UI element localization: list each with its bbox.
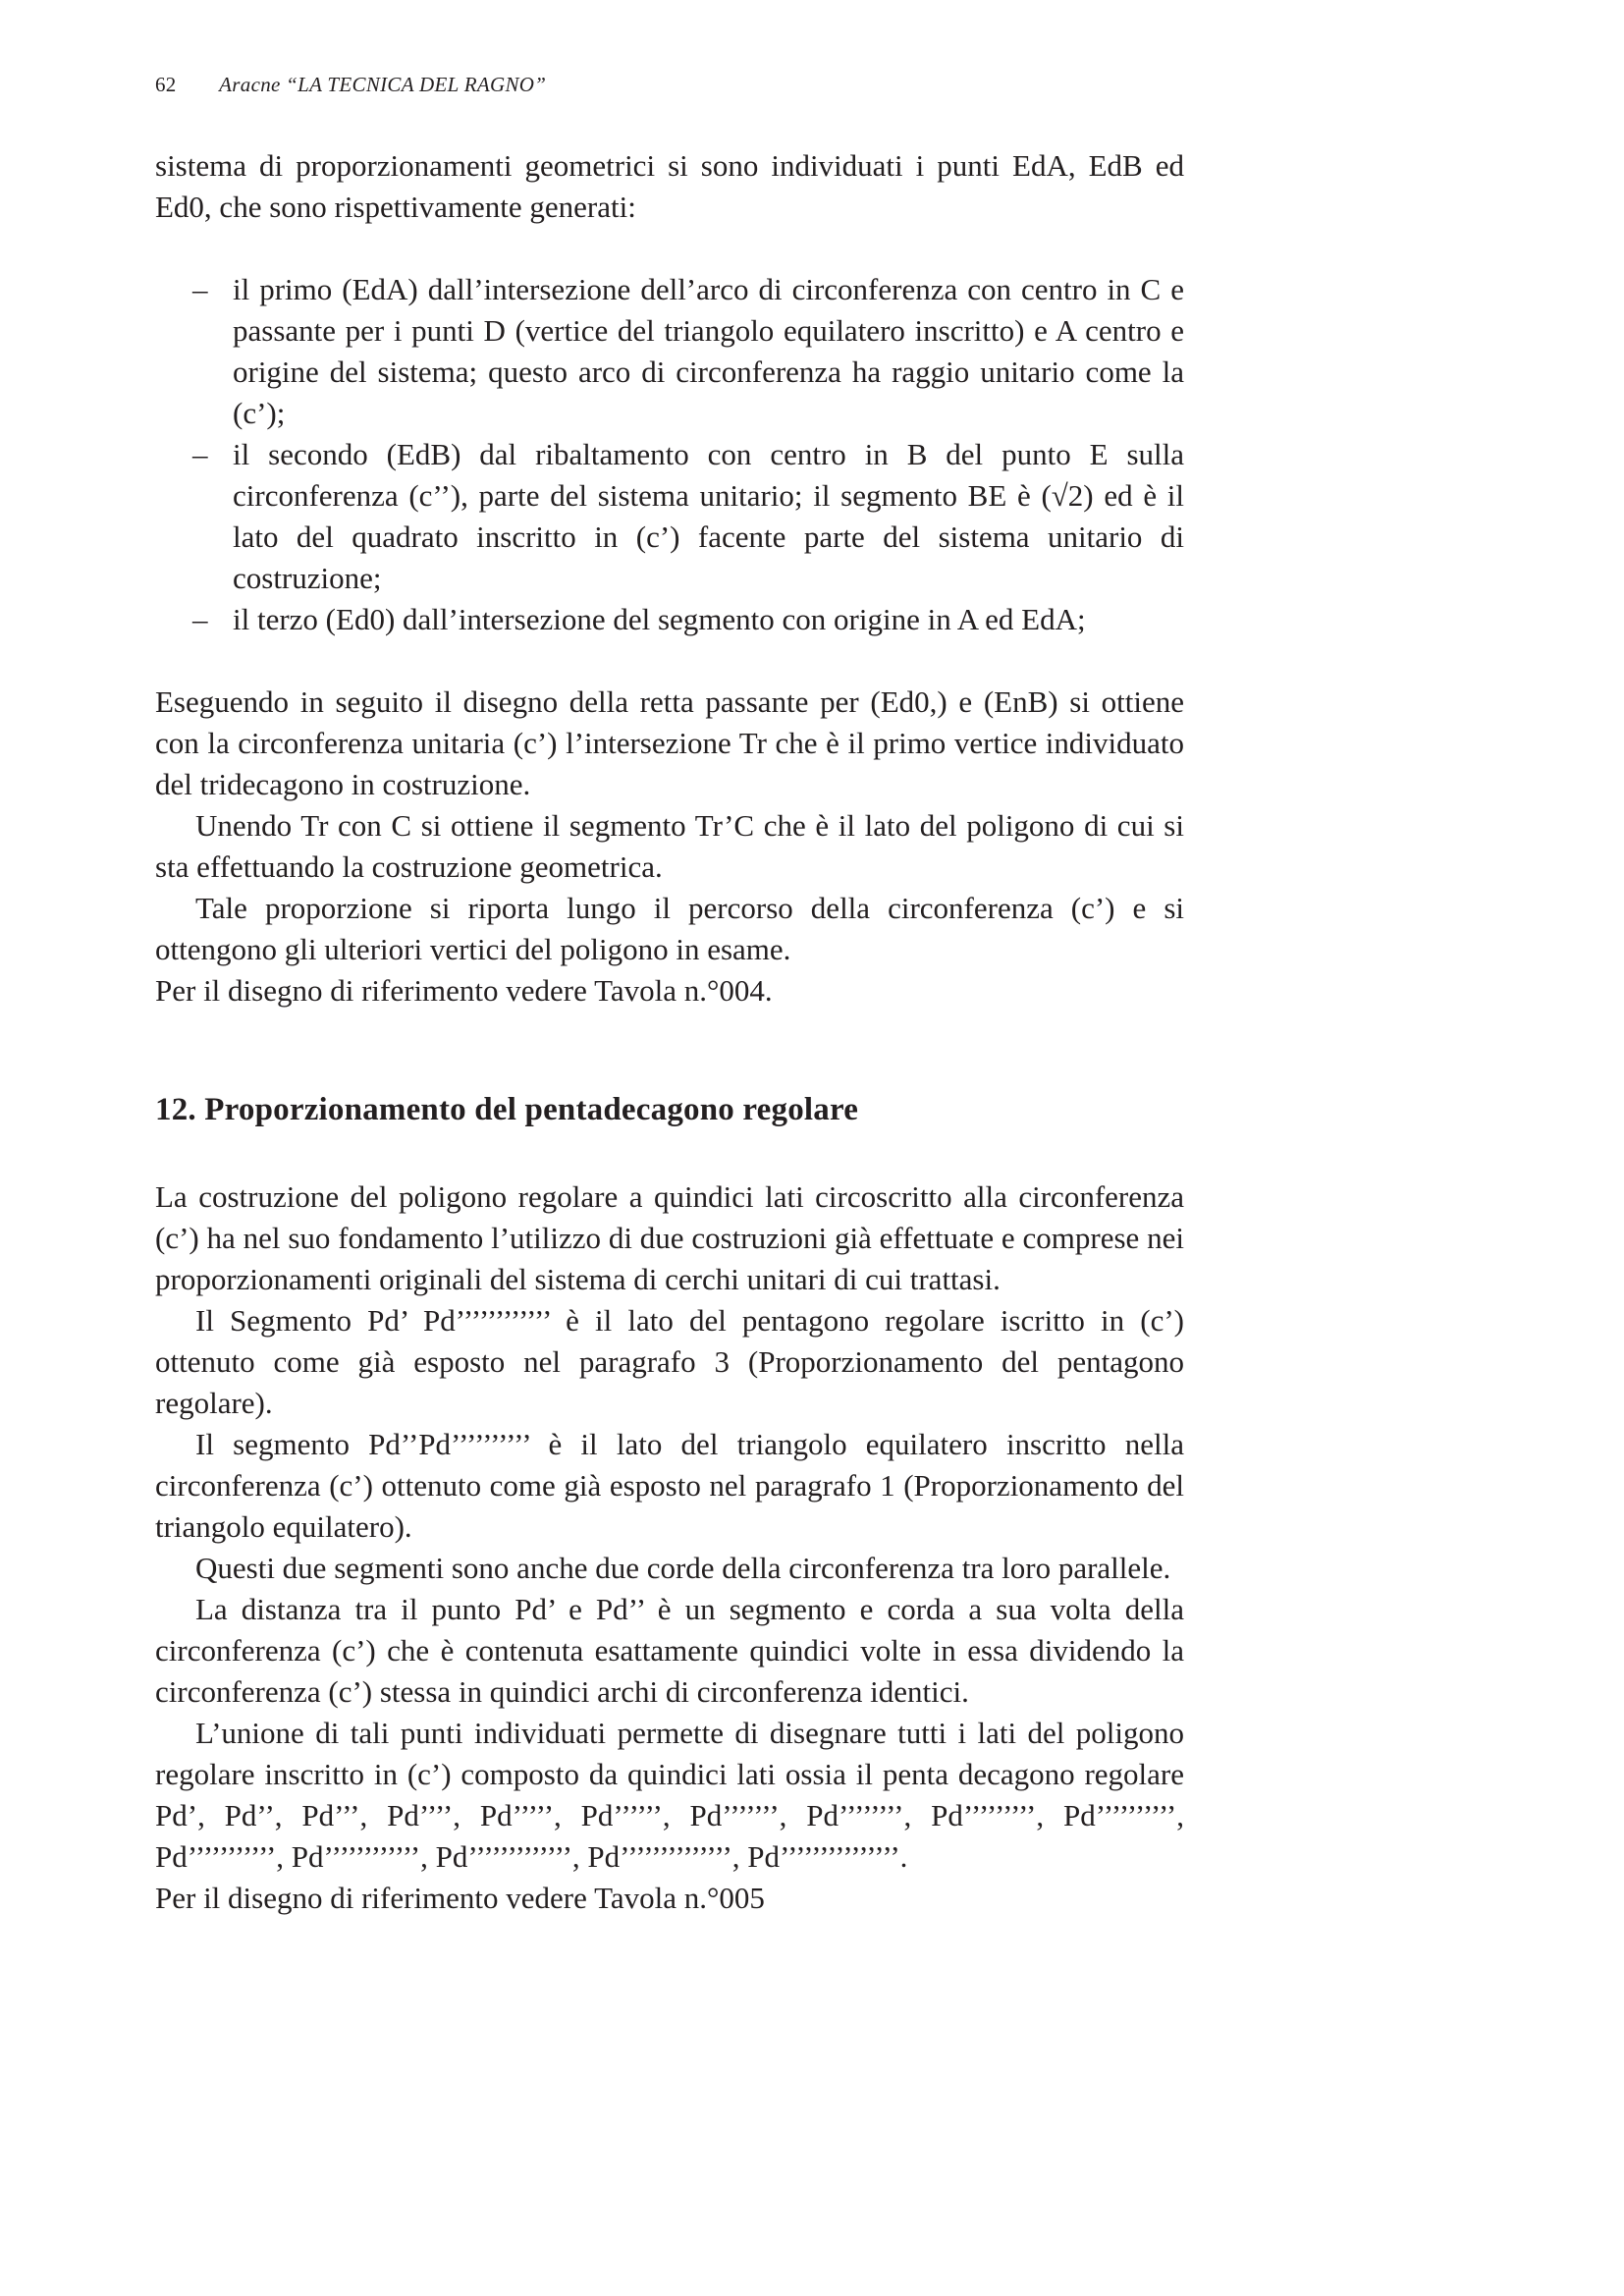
- paragraph: Per il disegno di riferimento vedere Tavola n.°004.: [155, 973, 773, 1008]
- list-item: [155, 599, 1184, 640]
- paragraph: L’unione di tali punti individuati permette di disegnare tutti i lati del poligono regolare inscritto in (c’) composto da quindici lati ossia il penta decagono regolare Pd’, Pd’’, Pd’’’, Pd’’’’, Pd’’’’’, Pd’’’’’’, Pd’’’’’’’, Pd’’’’’’’’, Pd’’’’’’’’’, Pd’’’’’’’’’’, Pd’’’’’’’’’’’, Pd’’’’’’’’’’’’, Pd’’’’’’’’’’’’’, Pd’’’’’’’’’’’’’’, Pd’’’’’’’’’’’’’’’.: [155, 1716, 1184, 1874]
- page-number: 62: [155, 73, 177, 96]
- list-dash: –: [192, 272, 208, 306]
- list-dash: –: [192, 602, 208, 636]
- paragraph: Il Segmento Pd’ Pd’’’’’’’’’’’’ è il lato del pentagono regolare iscritto in (c’) ottenuto come già esposto nel paragrafo 3 (Proporzionamento del pentagono regolare).: [155, 1303, 1184, 1420]
- paragraph: La costruzione del poligono regolare a quindici lati circoscritto alla circonferenza (c’) ha nel suo fondamento l’utilizzo di due costruzioni già effettuate e comprese nei proporzionamenti originali del sistema di cerchi unitari di cui trattasi.: [155, 1179, 1184, 1296]
- section1-block: [155, 682, 1184, 1011]
- paragraph: Per il disegno di riferimento vedere Tavola n.°005: [155, 1881, 765, 1915]
- page-header: [155, 73, 546, 97]
- running-title: Aracne “LA TECNICA DEL RAGNO”: [219, 73, 547, 96]
- list-item-text: il secondo (EdB) dal ribaltamento con centro in B del punto E sulla circonferenza (c’’), parte del sistema unitario; il segmento BE è: [233, 437, 1184, 513]
- paragraph: Tale proporzione si riporta lungo il percorso della circonferenza (c’) e si ottengono gli ulteriori vertici del poligono in esame.: [155, 891, 1184, 966]
- bullet-list-block: [155, 269, 1184, 640]
- list-item-text: il terzo (Ed0) dall’intersezione del segmento con origine in A ed EdA;: [233, 602, 1086, 636]
- sqrt-expression: (√2): [1041, 478, 1094, 513]
- intro-block: [155, 145, 1184, 228]
- bullet-list: [155, 269, 1184, 640]
- paragraph: Il segmento Pd’’Pd’’’’’’’’’’ è il lato del triangolo equilatero inscritto nella circonferenza (c’) ottenuto come già esposto nel paragrafo 1 (Proporzionamento del triangolo equilatero).: [155, 1427, 1184, 1544]
- paragraph: La distanza tra il punto Pd’ e Pd’’ è un segmento e corda a sua volta della circonferenza (c’) che è contenuta esattamente quindici volte in essa dividendo la circonferenza (c’) stessa in quindici archi di circonferenza identici.: [155, 1592, 1184, 1709]
- list-item-text: il primo (EdA) dall’intersezione dell’arco di circonferenza con centro in C e passante per i punti D (vertice del triangolo equilatero inscritto) e A centro e origine del sistema; questo arco di circonferenza ha raggio unitario come la (c’);: [233, 272, 1184, 430]
- paragraph: Unendo Tr con C si ottiene il segmento Tr’C che è il lato del poligono di cui si sta effettuando la costruzione geometrica.: [155, 808, 1184, 884]
- section-heading: 12. Proporzionamento del pentadecagono regolare: [155, 1092, 859, 1127]
- list-dash: –: [192, 437, 208, 471]
- list-item: [155, 434, 1184, 599]
- list-item-text: ed è il lato del quadrato inscritto in (c’) facente parte del sistema unitario di costruzione;: [233, 478, 1185, 595]
- section2-block: [155, 1176, 1184, 1919]
- paragraph: Eseguendo in seguito il disegno della retta passante per (Ed0,) e (EnB) si ottiene con la circonferenza unitaria (c’) l’intersezione Tr che è il primo vertice individuato del tridecagono in costruzione.: [155, 684, 1184, 801]
- intro-paragraph: sistema di proporzionamenti geometrici si sono individuati i punti EdA, EdB ed Ed0, che sono rispettivamente generati:: [155, 148, 1184, 224]
- list-item: [155, 269, 1184, 434]
- paragraph: Questi due segmenti sono anche due corde della circonferenza tra loro parallele.: [195, 1551, 1171, 1585]
